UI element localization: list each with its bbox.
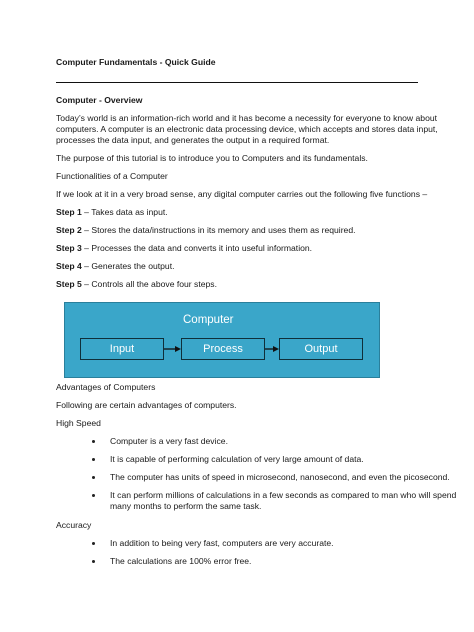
step-text: – Generates the output. (81, 261, 175, 271)
header-divider (56, 82, 418, 83)
computer-diagram (64, 302, 380, 378)
step-item (56, 207, 168, 218)
intro-line: computers. A computer is an electronic data processing device, which accepts and stores data input, (56, 124, 438, 134)
intro-line: processes the data input, and generates the output in a required format. (56, 135, 330, 145)
list-item: It can perform millions of calculations in a few seconds as compared to man who will spend (110, 490, 457, 500)
step-item (56, 261, 174, 272)
bullet-icon (92, 476, 95, 479)
list-item: In addition to being very fast, computers are very accurate. (110, 538, 334, 548)
functionalities-heading: Functionalities of a Computer (56, 171, 168, 181)
step-text: – Takes data as input. (81, 207, 168, 217)
step-item (56, 279, 217, 290)
bullet-icon (92, 494, 95, 497)
list-item: It is capable of performing calculation of very large amount of data. (110, 454, 364, 464)
step-text: – Processes the data and converts it into useful information. (81, 243, 313, 253)
step-label: Step 3 (56, 243, 82, 253)
diagram-box-process: Process (181, 338, 265, 360)
document-header-title: Computer Fundamentals - Quick Guide (56, 57, 216, 67)
step-text: – Stores the data/instructions in its memory and uses them as required. (81, 225, 356, 235)
step-label: Step 2 (56, 225, 82, 235)
advantages-heading: Advantages of Computers (56, 382, 156, 392)
step-item (56, 243, 312, 254)
step-label: Step 1 (56, 207, 82, 217)
purpose-text: The purpose of this tutorial is to introduce you to Computers and its fundamentals. (56, 153, 368, 163)
list-item: Computer is a very fast device. (110, 436, 228, 446)
arrow-icon (164, 346, 181, 352)
bullet-icon (92, 542, 95, 545)
bullet-icon (92, 440, 95, 443)
arrow-icon (265, 346, 279, 352)
list-item: The computer has units of speed in microsecond, nanosecond, and even the picosecond. (110, 472, 450, 482)
diagram-box-input: Input (80, 338, 164, 360)
step-label: Step 5 (56, 279, 82, 289)
intro-line: Today’s world is an information-rich world and it has become a necessity for everyone to know about (56, 113, 438, 123)
diagram-box-output: Output (279, 338, 363, 360)
functions-intro: If we look at it in a very broad sense, any digital computer carries out the following five functions – (56, 189, 428, 199)
accuracy-heading: Accuracy (56, 520, 92, 530)
step-text: – Controls all the above four steps. (81, 279, 217, 289)
section-title: Computer - Overview (56, 95, 143, 105)
diagram-arrows (65, 303, 379, 377)
step-label: Step 4 (56, 261, 82, 271)
step-item (56, 225, 356, 236)
advantages-intro: Following are certain advantages of computers. (56, 400, 237, 410)
bullet-icon (92, 458, 95, 461)
list-item-continuation: many months to perform the same task. (110, 501, 262, 511)
diagram-title: Computer (183, 314, 234, 326)
high-speed-heading: High Speed (56, 418, 101, 428)
list-item: The calculations are 100% error free. (110, 556, 252, 566)
bullet-icon (92, 560, 95, 563)
